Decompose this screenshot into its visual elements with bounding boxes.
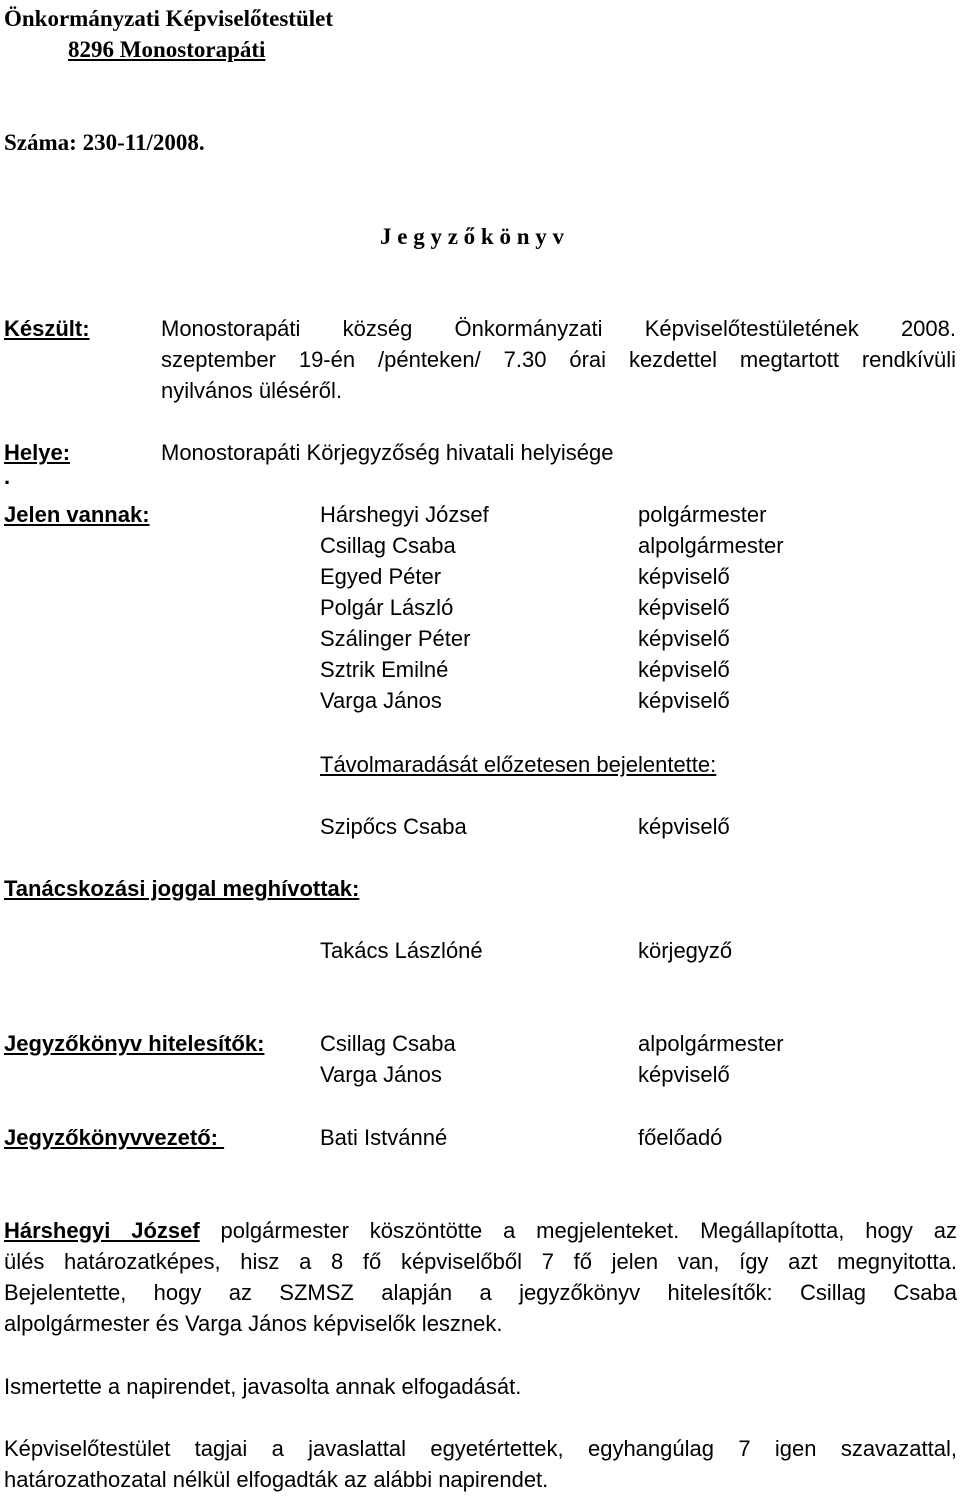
authenticator-role: alpolgármester [638,1031,784,1056]
paragraph-1-line-4: alpolgármester és Varga János képviselők lesznek. [4,1311,503,1336]
paragraph-1-line-1: Hárshegyi József polgármester köszöntötte a megjelenteket. Megállapította, hogy az [4,1218,957,1243]
paragraph-3-line-2: határozathozatal nélkül elfogadták az alábbi napirendet. [4,1467,549,1492]
recorder-role: főelőadó [638,1125,723,1150]
member-name: Hárshegyi József [320,502,489,527]
paragraph-1-line-3: Bejelentette, hogy az SZMSZ alapján a jegyzőkönyv hitelesítők: Csillag Csaba [4,1280,957,1305]
invited-name: Takács Lászlóné [320,938,483,963]
org-name: Önkormányzati Képviselőtestület [4,6,333,31]
keszult-line-2: szeptember 19-én /pénteken/ 7.30 órai kezdettel megtartott rendkívüli [161,347,956,372]
member-name: Sztrik Emilné [320,657,449,682]
authenticators-label: Jegyzőkönyv hitelesítők: [4,1031,265,1056]
stray-dot: . [4,464,11,489]
member-role: képviselő [638,595,730,620]
member-name: Varga János [320,688,442,713]
paragraph-2: Ismertette a napirendet, javasolta annak elfogadását. [4,1374,522,1399]
invited-label: Tanácskozási joggal meghívottak: [4,876,360,901]
document-title: J e g y z ő k ö n y v [380,224,564,249]
member-role: képviselő [638,688,730,713]
authenticator-name: Varga János [320,1062,442,1087]
authenticator-role: képviselő [638,1062,730,1087]
member-role: alpolgármester [638,533,784,558]
helye-value: Monostorapáti Körjegyzőség hivatali helyisége [161,440,614,465]
keszult-line-3: nyilvános üléséről. [161,378,342,403]
member-name: Egyed Péter [320,564,442,589]
member-name: Csillag Csaba [320,533,456,558]
member-role: képviselő [638,657,730,682]
keszult-line-1: Monostorapáti község Önkormányzati Képviselőtestületének 2008. [161,316,956,341]
paragraph-3-line-1: Képviselőtestület tagjai a javaslattal egyetértettek, egyhangúlag 7 igen szavazattal, [4,1436,957,1461]
org-address: 8296 Monostorapáti [68,37,266,62]
member-name: Polgár László [320,595,454,620]
authenticator-name: Csillag Csaba [320,1031,456,1056]
recorder-name: Bati Istvánné [320,1125,448,1150]
invited-role: körjegyző [638,938,733,963]
paragraph-1-line-2: ülés határozatképes, hisz a 8 fő képviselőből 7 fő jelen van, így azt megnyitotta. [4,1249,957,1274]
member-role: képviselő [638,626,730,651]
member-role: polgármester [638,502,767,527]
recorder-label: Jegyzőkönyvvezető: [4,1125,218,1150]
helye-label: Helye: [4,440,71,465]
jelen-label: Jelen vannak: [4,502,150,527]
mayor-name: Hárshegyi József [4,1218,200,1243]
absence-label: Távolmaradását előzetesen bejelentette: [320,752,717,777]
document-number: Száma: 230-11/2008. [4,130,205,155]
keszult-label: Készült: [4,316,90,341]
member-name: Szálinger Péter [320,626,471,651]
absent-name: Szipőcs Csaba [320,814,467,839]
member-role: képviselő [638,564,730,589]
absent-role: képviselő [638,814,730,839]
